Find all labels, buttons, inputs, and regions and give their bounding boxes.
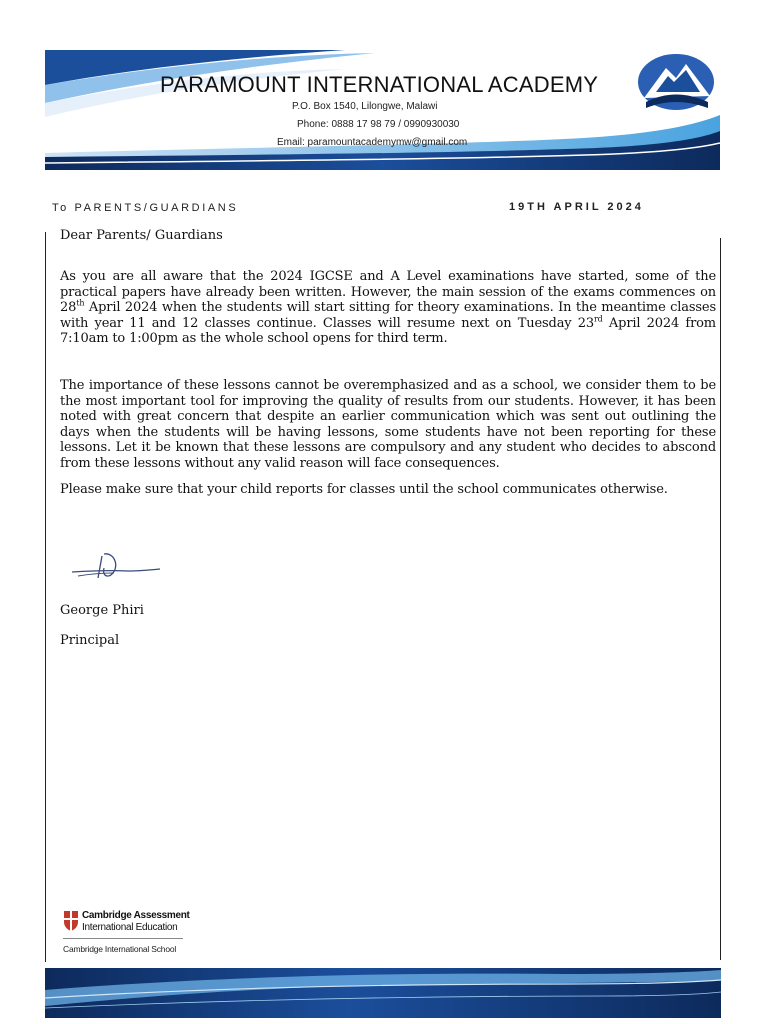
footer-wave (45, 968, 721, 1018)
phone-line: Phone: 0888 17 98 79 / 0990930030 (297, 119, 460, 130)
email-line: Email: paramountacademymw@gmail.com (277, 137, 468, 148)
paragraph-exams: As you are all aware that the 2024 IGCSE and A Level examinations have started, some of the practical papers have already been written. However, the main session of the exams commences on 28th April 2024 when the students will start sitting for theory examinations. In the meantime classes with year 11 and 12 classes continue. Classes will resume next on Tuesday 23rd April 2024 from 7:10am to 1:00pm as the whole school opens for third term. (60, 269, 716, 347)
greeting: Dear Parents/ Guardians (60, 228, 223, 243)
cambridge-shield-icon (63, 910, 79, 932)
cambridge-divider (63, 938, 183, 939)
paragraph-lessons: The importance of these lessons cannot be overemphasized and as a school, we consider them to be the most important tool for improving the quality of results from our students. However, it has been noted with great concern that despite an earlier communication which was sent out outlining the days when the students will be having lessons, some students have not been reporting for these lessons. Let it be known that these lessons are compulsory and any student who decides to abscond from these lessons without any valid reason will face consequences. (60, 378, 716, 471)
signatory-title: Principal (60, 633, 120, 648)
academy-mountain-logo (636, 52, 716, 112)
cambridge-line-2: International Education (82, 922, 178, 933)
paragraph-closing: Please make sure that your child reports for classes until the school communicates otherwise. (60, 482, 668, 497)
signature-image (68, 550, 163, 585)
right-margin-rule (720, 238, 721, 960)
signatory-name: George Phiri (60, 603, 144, 618)
school-name: PARAMOUNT INTERNATIONAL ACADEMY (160, 72, 599, 97)
letter-date: 19TH APRIL 2024 (509, 201, 644, 213)
address-line: P.O. Box 1540, Lilongwe, Malawi (292, 101, 438, 112)
cambridge-line-1: Cambridge Assessment (82, 910, 190, 921)
recipient-line: To PARENTS/GUARDIANS (52, 202, 239, 214)
letterhead (45, 45, 720, 170)
left-margin-rule (45, 232, 46, 962)
cambridge-line-3: Cambridge International School (63, 944, 177, 954)
